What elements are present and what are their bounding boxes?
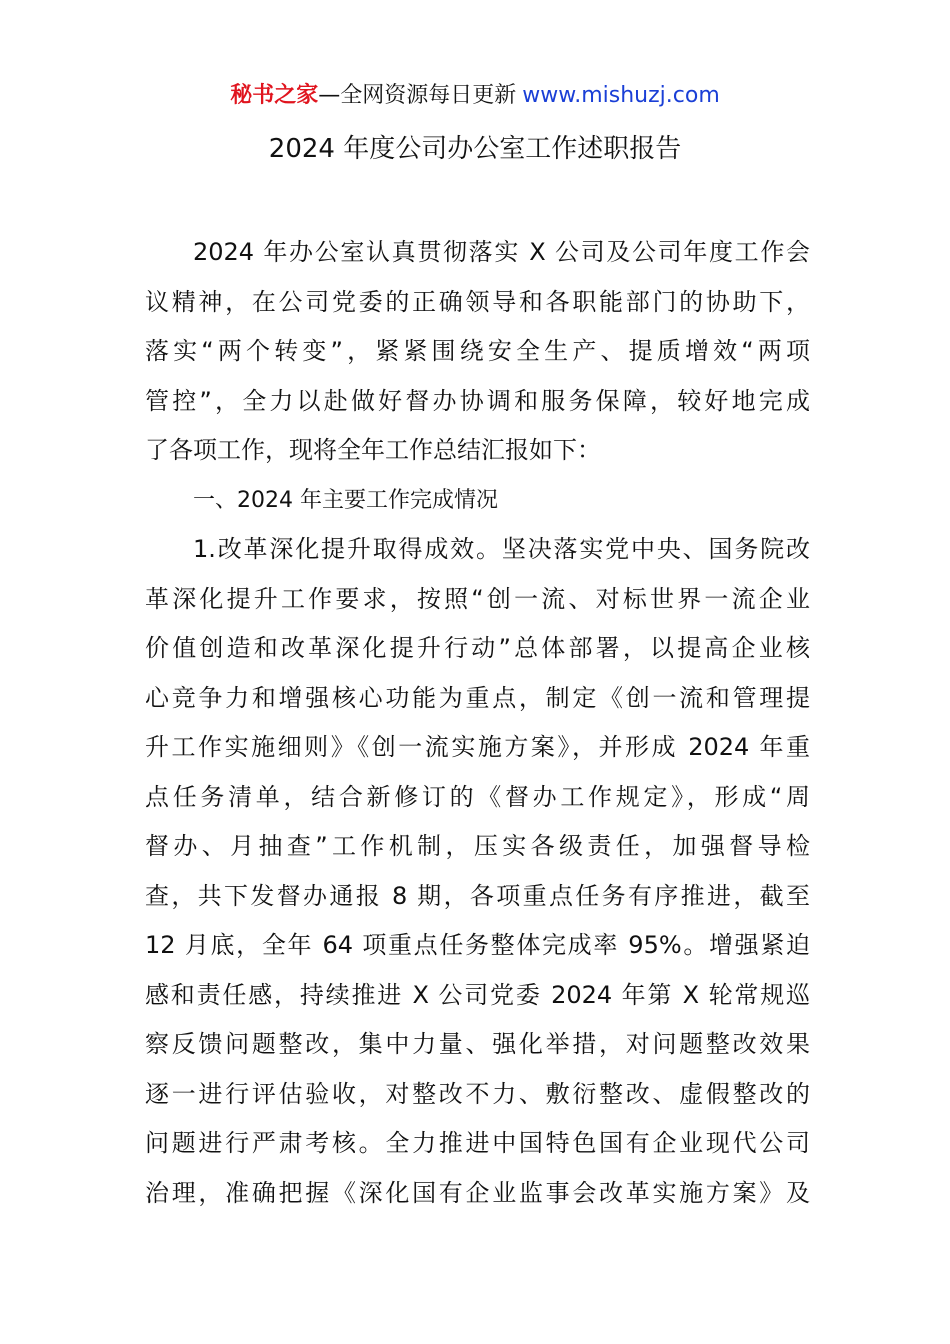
- paragraph-line: 治理，准确把握《深化国有企业监事会改革实施方案》及: [145, 1178, 810, 1207]
- paragraph-line: 落实“两个转变”，紧紧围绕安全生产、提质增效“两项: [145, 337, 810, 365]
- site-banner: [0, 82, 950, 110]
- section-heading: 一、2024 年主要工作完成情况: [193, 487, 498, 513]
- paragraph-line: 2024 年办公室认真贯彻落实 X 公司及公司年度工作会: [193, 238, 810, 266]
- paragraph-line: 心竞争力和增强核心功能为重点，制定《创一流和管理提: [145, 683, 810, 712]
- paragraph-line: 问题进行严肃考核。全力推进中国特色国有企业现代公司: [145, 1129, 810, 1157]
- paragraph-line: 了各项工作，现将全年工作总结汇报如下：: [145, 436, 601, 464]
- paragraph-line: 逐一进行评估验收，对整改不力、敷衍整改、虚假整改的: [145, 1079, 810, 1108]
- paragraph-line: 12 月底，全年 64 项重点任务整体完成率 95%。增强紧迫: [145, 931, 810, 959]
- paragraph-line: 议精神，在公司党委的正确领导和各职能部门的协助下，: [145, 287, 810, 316]
- paragraph-line: 管控”，全力以赴做好督办协调和服务保障，较好地完成: [145, 386, 810, 415]
- paragraph-line: 1.改革深化提升取得成效。坚决落实党中央、国务院改: [193, 535, 810, 563]
- paragraph-line: 价值创造和改革深化提升行动”总体部署，以提高企业核: [145, 634, 810, 662]
- paragraph-line: 督办、月抽查”工作机制，压实各级责任，加强督导检: [145, 832, 810, 860]
- paragraph-line: 点任务清单，结合新修订的《督办工作规定》，形成“周: [145, 782, 810, 811]
- paragraph-line: 升工作实施细则》《创一流实施方案》，并形成 2024 年重: [145, 733, 810, 761]
- document-title: 2024 年度公司办公室工作述职报告: [268, 134, 682, 164]
- site-url-link[interactable]: www.mishuzj.com: [522, 83, 720, 108]
- paragraph-line: 革深化提升工作要求，按照“创一流、对标世界一流企业: [145, 584, 810, 613]
- paragraph-line: 查，共下发督办通报 8 期，各项重点任务有序推进，截至: [145, 881, 810, 910]
- paragraph-line: 感和责任感，持续推进 X 公司党委 2024 年第 X 轮常规巡: [145, 980, 810, 1009]
- brand-name: 秘书之家: [230, 83, 319, 108]
- paragraph-line: 察反馈问题整改，集中力量、强化举措，对问题整改效果: [145, 1030, 810, 1058]
- banner-tagline: —全网资源每日更新: [318, 83, 517, 108]
- document-body: [145, 228, 810, 1218]
